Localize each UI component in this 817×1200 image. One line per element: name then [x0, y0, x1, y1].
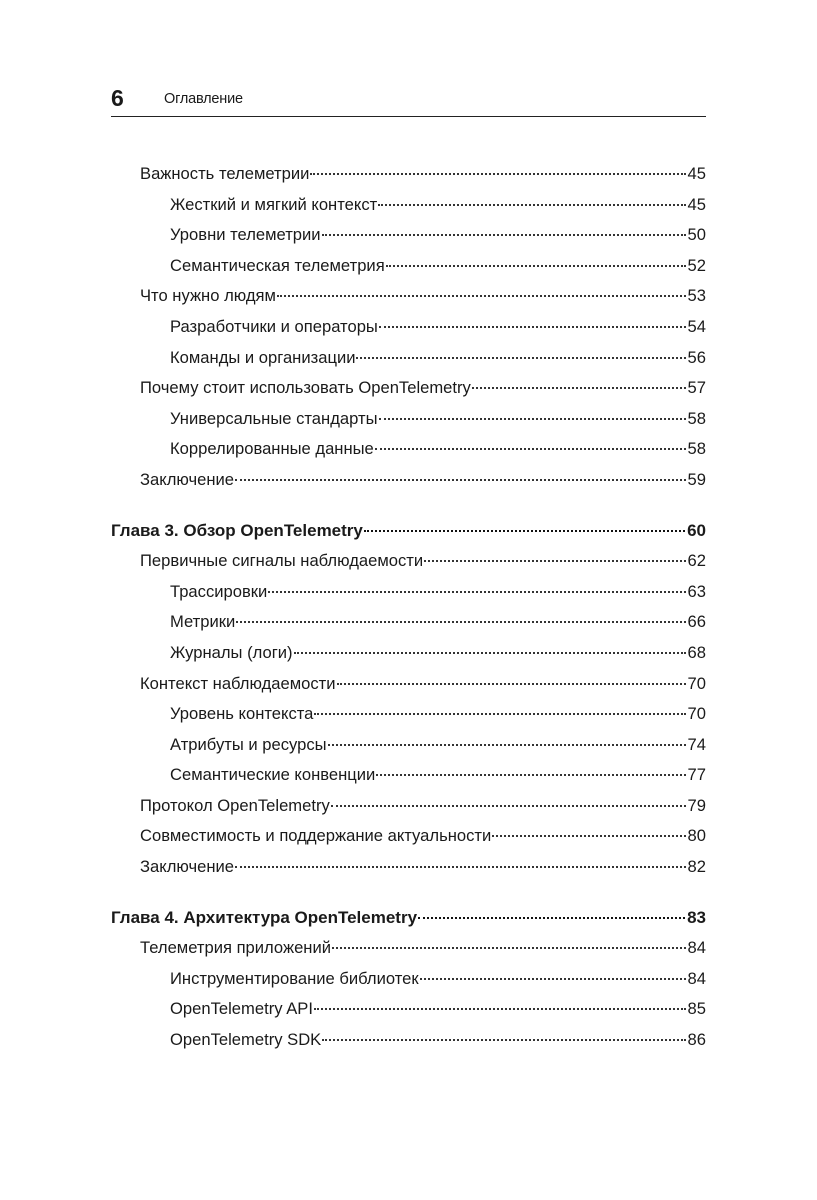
toc-entry-title: Жесткий и мягкий контекст	[170, 194, 378, 214]
toc-entry-page: 62	[687, 551, 706, 571]
toc-entry-page: 54	[687, 316, 706, 336]
toc-entry	[111, 546, 706, 577]
toc-entry	[111, 159, 706, 190]
toc-entry-title: Контекст наблюдаемости	[140, 673, 336, 693]
toc-entry-page: 58	[687, 408, 706, 428]
dot-leader	[314, 1008, 686, 1010]
toc-entry-page: 84	[687, 938, 706, 958]
toc-entry-page: 85	[687, 999, 706, 1019]
dot-leader	[364, 530, 685, 532]
toc-entry-page: 66	[687, 612, 706, 632]
dot-leader	[236, 621, 685, 623]
toc-entry-title: Трассировки	[170, 581, 268, 601]
toc-entry-page: 84	[687, 968, 706, 988]
dot-leader	[322, 1039, 685, 1041]
page-header	[111, 84, 706, 117]
toc-entry-page: 56	[687, 347, 706, 367]
toc-entry-title: Важность телеметрии	[140, 164, 310, 183]
toc-entry-title: Семантические конвенции	[170, 765, 376, 785]
toc-entry	[111, 791, 706, 822]
toc-entry	[111, 312, 706, 343]
toc-entry-page: 52	[687, 255, 706, 275]
toc-entry-page: 59	[687, 469, 706, 489]
toc-entry-title: Уровень контекста	[170, 704, 314, 724]
toc-entry-page: 58	[687, 439, 706, 459]
toc-entry-title: Инструментирование библиотек	[170, 968, 419, 988]
toc-entry-title: Протокол OpenTelemetry	[140, 795, 330, 815]
toc-entry	[111, 669, 706, 700]
toc-entry-title: OpenTelemetry API	[170, 999, 313, 1019]
toc-entry-title: Универсальные стандарты	[170, 408, 378, 428]
toc-entry	[111, 465, 706, 496]
toc-entry-page: 74	[687, 734, 706, 754]
dot-leader	[310, 173, 685, 175]
dot-leader	[492, 835, 685, 837]
toc-entry	[111, 760, 706, 791]
toc-entry	[111, 251, 706, 282]
toc-entry-page: 45	[687, 194, 706, 214]
dot-leader	[332, 947, 686, 949]
toc-chapter-4	[111, 903, 706, 934]
dot-leader	[337, 683, 686, 685]
toc-entry-page: 77	[687, 765, 706, 785]
toc-entry-page: 79	[687, 795, 706, 815]
dot-leader	[376, 774, 685, 776]
toc-entry	[111, 434, 706, 465]
dot-leader	[294, 652, 686, 654]
toc-entry-title: Команды и организации	[170, 347, 356, 367]
toc-entry	[111, 577, 706, 608]
dot-leader	[268, 591, 685, 593]
toc-entry	[111, 190, 706, 221]
toc-entry-title: Почему стоит использовать OpenTelemetry	[140, 378, 471, 398]
dot-leader	[386, 265, 686, 267]
toc-entry-title: Атрибуты и ресурсы	[170, 734, 327, 754]
toc-entry-page: 80	[687, 826, 706, 846]
dot-leader	[331, 805, 686, 807]
toc-entry	[111, 730, 706, 761]
toc-entry	[111, 404, 706, 435]
chapter-title: Глава 3. Обзор OpenTelemetry	[111, 520, 363, 540]
table-of-contents	[111, 159, 706, 1056]
toc-entry	[111, 281, 706, 312]
dot-leader	[328, 744, 686, 746]
toc-entry-title: Журналы (логи)	[170, 642, 293, 662]
toc-entry	[111, 220, 706, 251]
toc-entry-title: Телеметрия приложений	[140, 938, 331, 958]
toc-entry	[111, 994, 706, 1025]
dot-leader	[314, 713, 685, 715]
toc-entry-page: 53	[687, 286, 706, 306]
toc-entry-page: 70	[687, 673, 706, 693]
toc-entry-title: Семантическая телеметрия	[170, 255, 385, 275]
toc-entry-page: 86	[687, 1030, 706, 1050]
dot-leader	[235, 479, 686, 481]
toc-entry	[111, 373, 706, 404]
chapter-page: 60	[687, 520, 706, 540]
toc-entry	[111, 964, 706, 995]
dot-leader	[375, 448, 686, 450]
running-head: Оглавление	[164, 91, 243, 107]
dot-leader	[418, 917, 685, 919]
dot-leader	[356, 357, 685, 359]
toc-entry-title: Метрики	[170, 612, 236, 632]
toc-entry-title: Первичные сигналы наблюдаемости	[140, 551, 424, 571]
toc-entry-title: Совместимость и поддержание актуальности	[140, 826, 492, 846]
dot-leader	[378, 204, 685, 206]
toc-entry-page: 45	[687, 164, 706, 183]
toc-entry-title: Уровни телеметрии	[170, 225, 321, 245]
dot-leader	[322, 234, 686, 236]
toc-entry	[111, 933, 706, 964]
dot-leader	[277, 295, 686, 297]
chapter-title: Глава 4. Архитектура OpenTelemetry	[111, 907, 418, 927]
section-spacer	[111, 883, 706, 903]
toc-entry-title: OpenTelemetry SDK	[170, 1030, 322, 1050]
toc-entry	[111, 821, 706, 852]
chapter-page: 83	[687, 907, 706, 927]
page-number: 6	[111, 85, 124, 111]
dot-leader	[379, 418, 686, 420]
toc-entry-title: Заключение	[140, 857, 234, 877]
toc-entry-title: Коррелированные данные	[170, 439, 374, 459]
toc-entry	[111, 638, 706, 669]
toc-entry-page: 63	[687, 581, 706, 601]
dot-leader	[424, 560, 685, 562]
dot-leader	[472, 387, 686, 389]
toc-entry-title: Что нужно людям	[140, 286, 276, 306]
toc-entry-page: 50	[687, 225, 706, 245]
toc-entry-page: 70	[687, 704, 706, 724]
toc-chapter-3	[111, 516, 706, 547]
toc-entry	[111, 1025, 706, 1056]
dot-leader	[235, 866, 686, 868]
dot-leader	[379, 326, 686, 328]
section-spacer	[111, 496, 706, 516]
toc-entry-page: 68	[687, 642, 706, 662]
toc-entry	[111, 699, 706, 730]
toc-entry-page: 82	[687, 857, 706, 877]
toc-entry-page: 57	[687, 378, 706, 398]
dot-leader	[420, 978, 686, 980]
toc-entry	[111, 343, 706, 374]
toc-entry	[111, 607, 706, 638]
toc-entry	[111, 852, 706, 883]
toc-entry-title: Заключение	[140, 469, 234, 489]
toc-entry-title: Разработчики и операторы	[170, 316, 378, 336]
